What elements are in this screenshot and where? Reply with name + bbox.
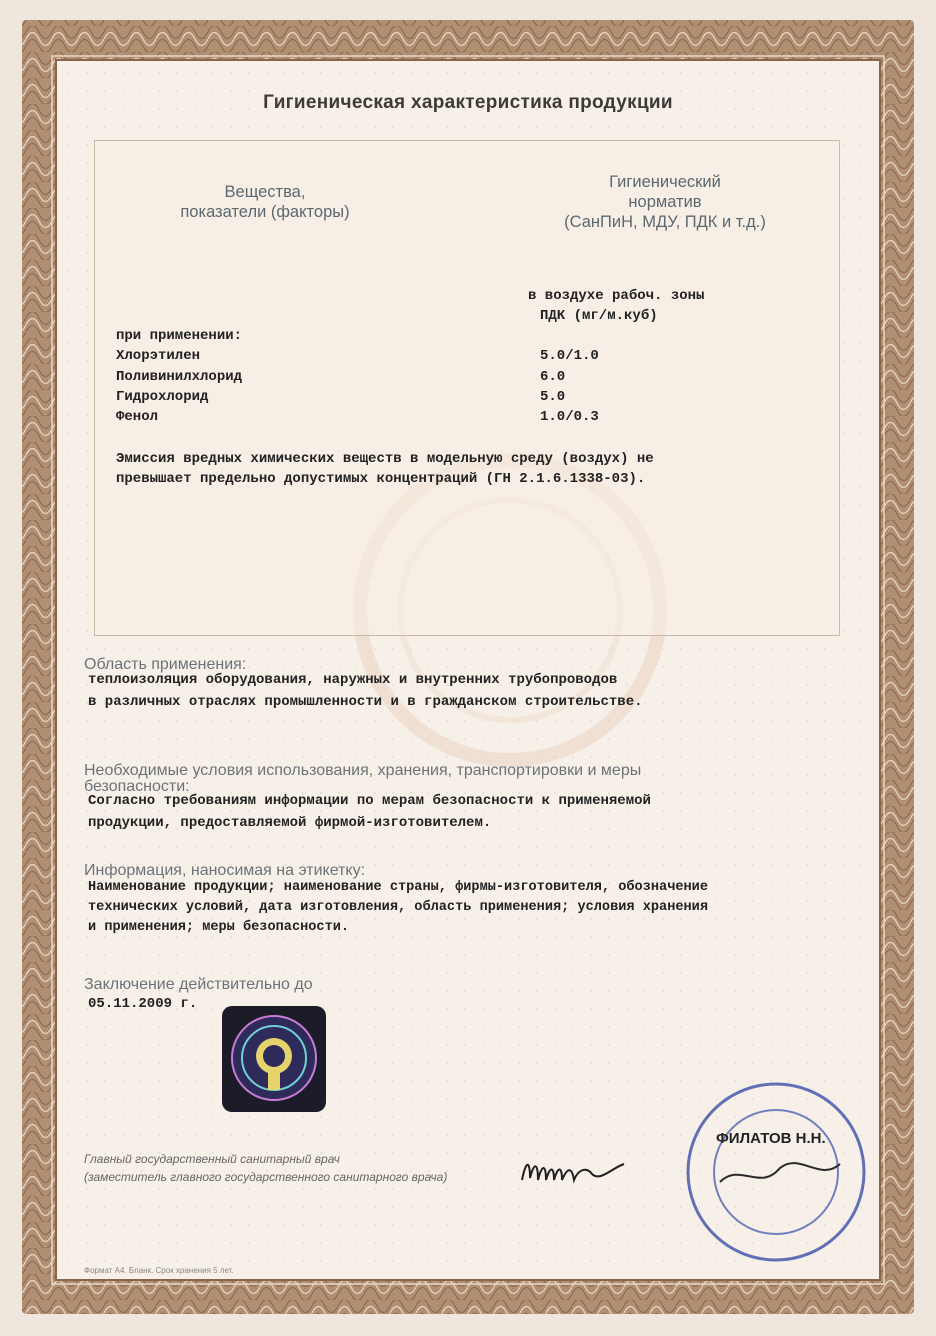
official-stamp: [680, 1072, 870, 1272]
validity-label: Заключение действительно до: [84, 976, 313, 993]
norm-value: 6.0: [540, 369, 566, 385]
section-label: при применении:: [116, 328, 243, 344]
application-line: теплоизоляция оборудования, наружных и внутренних трубопроводов: [88, 672, 618, 688]
label-info-label: Информация, наносимая на этикетку:: [84, 862, 366, 879]
emission-note-line: Эмиссия вредных химических веществ в модельную среду (воздух) не: [116, 451, 654, 467]
conditions-label: безопасности:: [84, 778, 190, 795]
signature: [516, 1148, 636, 1198]
substance-name: Фенол: [116, 409, 159, 425]
application-line: в различных отраслях промышленности и в гражданском строительстве.: [88, 694, 643, 710]
norm-value: 5.0/1.0: [540, 348, 599, 364]
substance-name: Поливинилхлорид: [116, 369, 243, 385]
col2-header: [520, 172, 810, 232]
col2-header-line: Гигиенический: [609, 173, 721, 191]
label-info-line: технических условий, дата изготовления, область применения; условия хранения: [88, 900, 708, 915]
norm-context-line: ПДК (мг/м.куб): [540, 308, 658, 324]
col1-header: [130, 182, 400, 222]
col2-header-line: норматив: [628, 193, 702, 211]
col1-header-line: показатели (факторы): [180, 203, 350, 221]
application-label: Область применения:: [84, 656, 247, 673]
conditions-line: продукции, предоставляемой фирмой-изготовителем.: [88, 815, 492, 831]
emission-note-line: превышает предельно допустимых концентраций (ГН 2.1.6.1338-03).: [116, 471, 646, 487]
signatory-title-line: Главный государственный санитарный врач: [84, 1152, 340, 1166]
norm-context-line: в воздухе рабоч. зоны: [528, 288, 705, 304]
form-note: Формат А4. Бланк. Срок хранения 5 лет.: [84, 1266, 234, 1275]
signatory-title: [84, 1150, 447, 1186]
validity-date: 05.11.2009 г.: [88, 996, 198, 1012]
conditions-label: Необходимые условия использования, хранения, транспортировки и меры: [84, 762, 642, 779]
label-info-line: и применения; меры безопасности.: [88, 920, 350, 935]
label-info-line: Наименование продукции; наименование страны, фирмы-изготовителя, обозначение: [88, 880, 708, 895]
document-title: Гигиеническая характеристика продукции: [263, 92, 673, 113]
substance-name: Гидрохлорид: [116, 389, 209, 405]
signatory-name: ФИЛАТОВ Н.Н.: [716, 1130, 826, 1147]
signatory-title-line: (заместитель главного государственного санитарного врача): [84, 1170, 448, 1184]
conditions-line: Согласно требованиям информации по мерам безопасности к применяемой: [88, 793, 651, 809]
col1-header-line: Вещества,: [224, 183, 306, 201]
substance-name: Хлорэтилен: [116, 348, 201, 364]
hologram-seal: [222, 1006, 326, 1112]
norm-value: 5.0: [540, 389, 566, 405]
norm-value: 1.0/0.3: [540, 409, 599, 425]
col2-header-line: (СанПиН, МДУ, ПДК и т.д.): [564, 213, 766, 231]
